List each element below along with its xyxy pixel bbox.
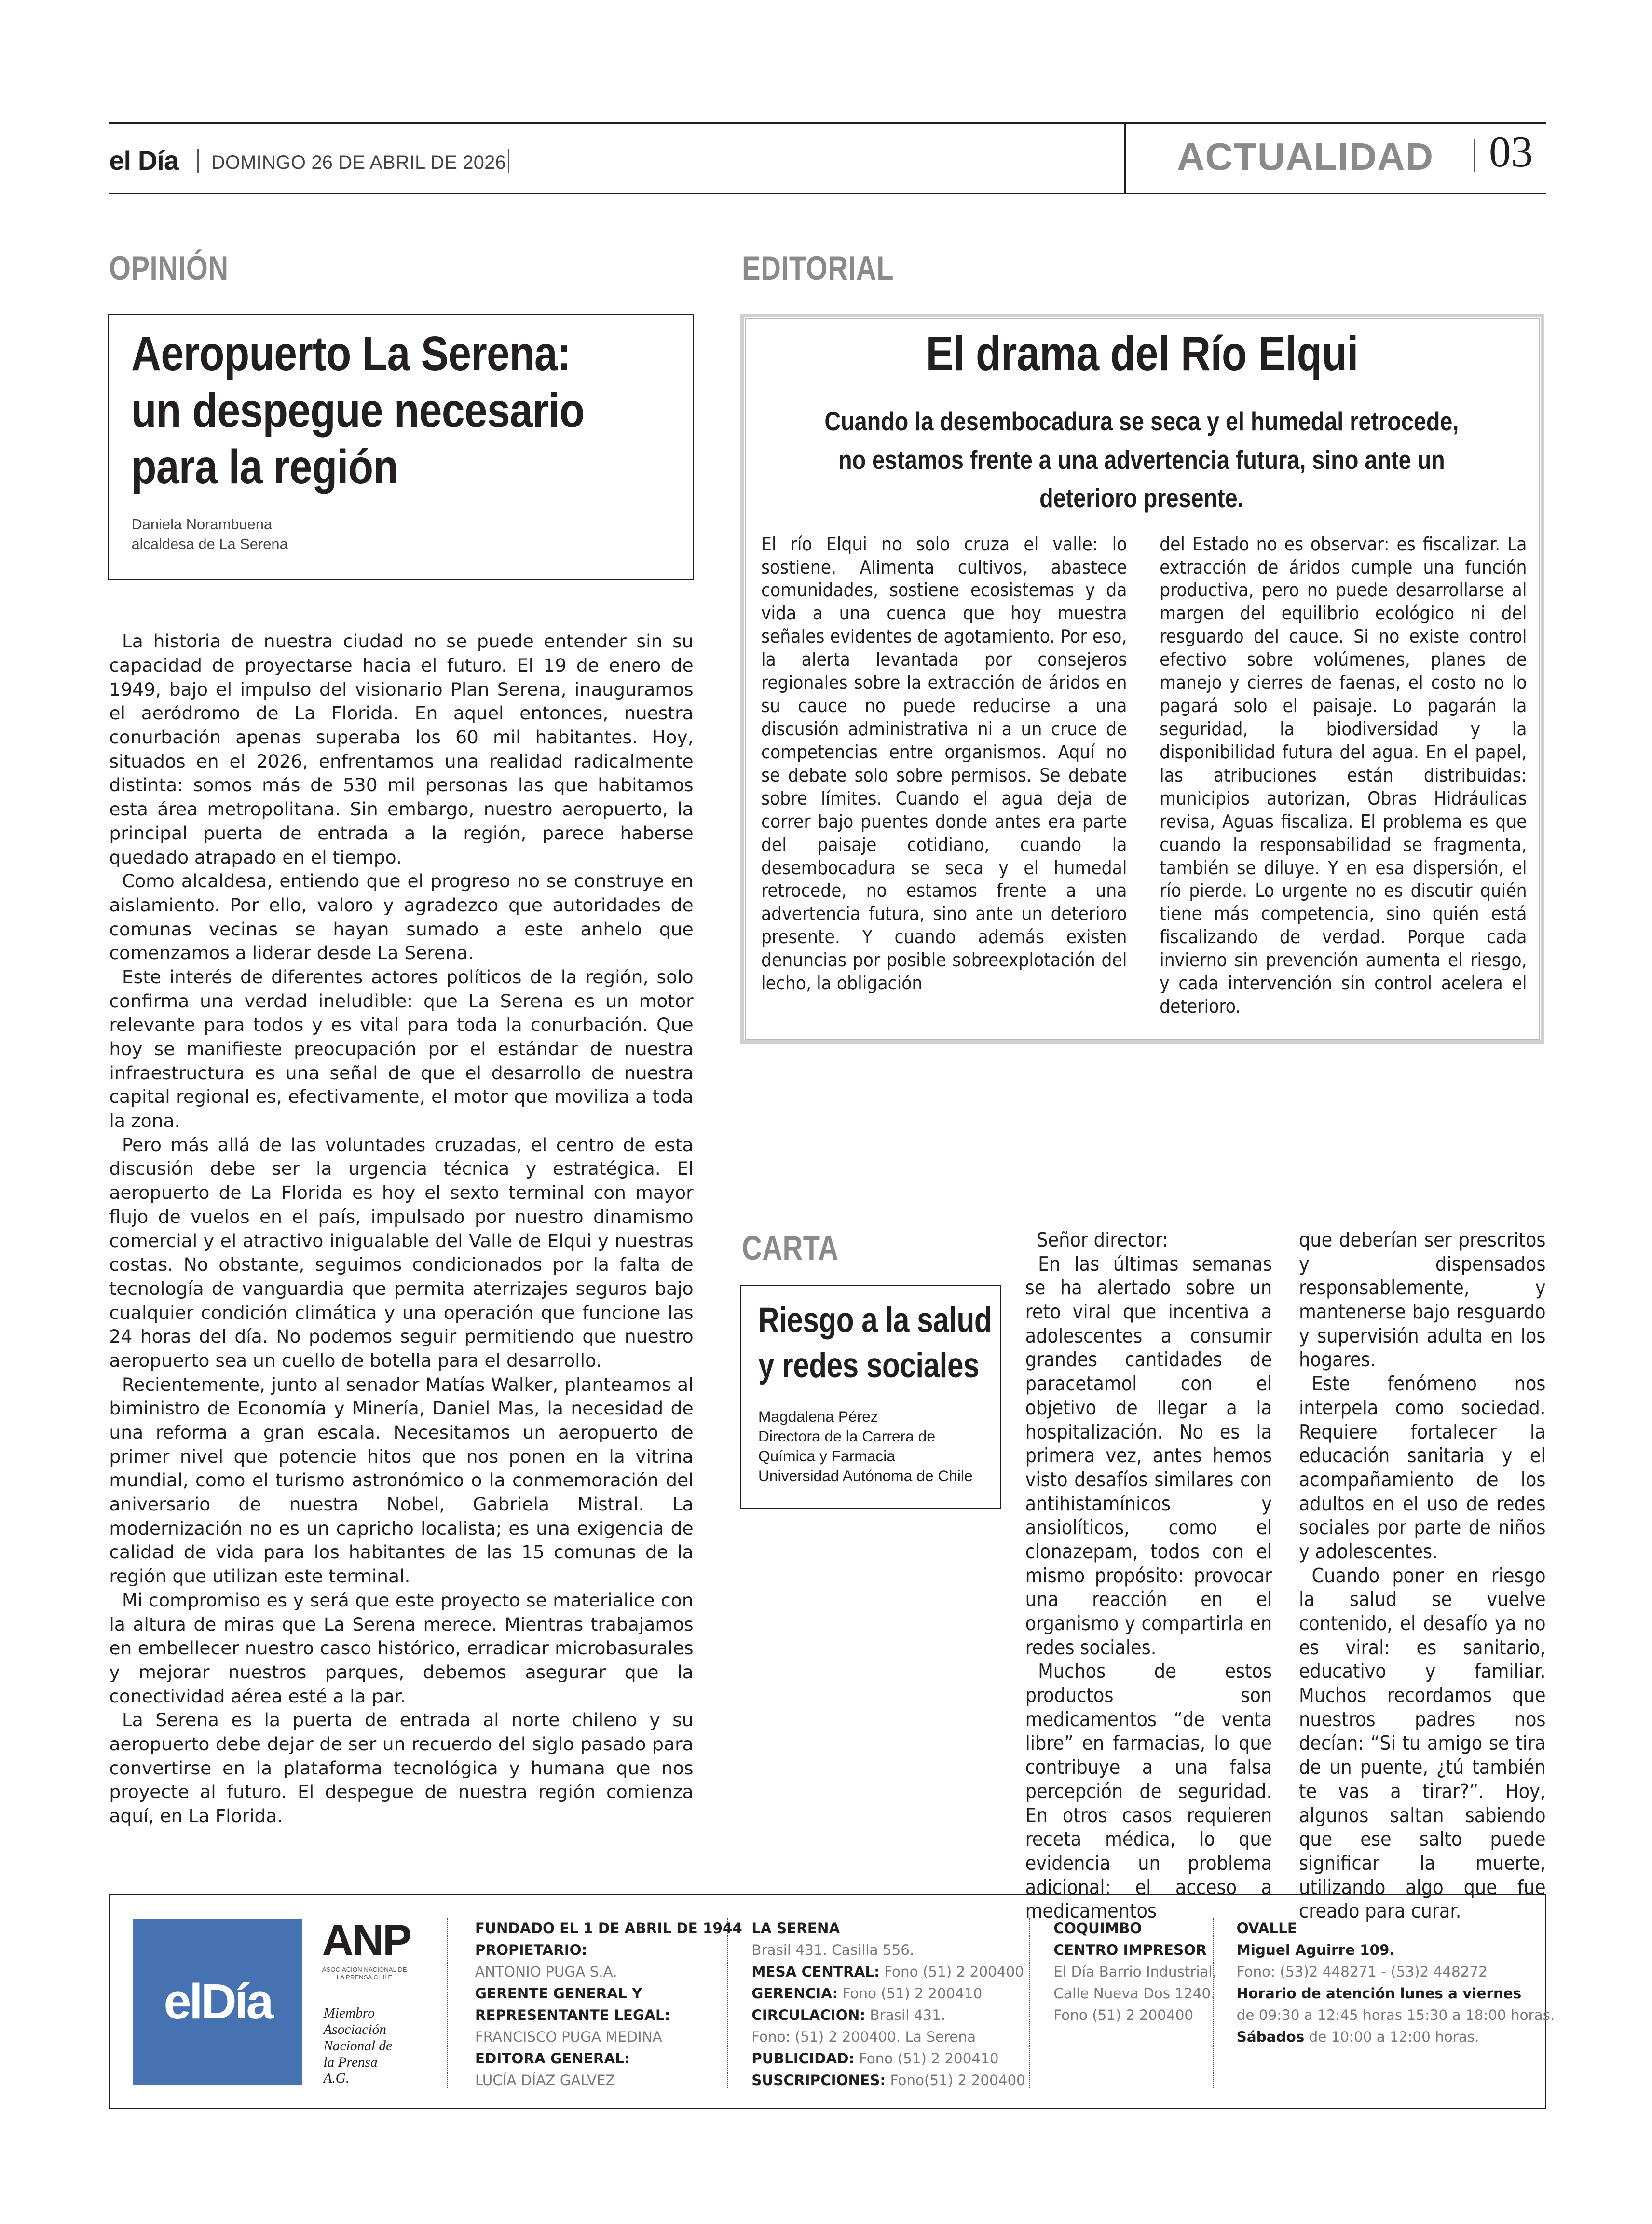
footer-col-ovalle — [1237, 1918, 1555, 2048]
editor: LUCÍA DÍAZ GALVEZ — [475, 2072, 615, 2088]
opinion-paragraph: La Serena es la puerta de entrada al norte chileno y su aeropuerto debe dejar de ser un recuerdo del siglo pasado para convertirse en la plataforma tecnológica y humana que nos proyecte al futuro. El despegue de nuestra región comienza aquí, en La Florida. — [109, 1709, 694, 1827]
opinion-paragraph: Como alcaldesa, entiendo que el progreso no se construye en aislamiento. Por ello, valoro y agradezco que autoridades de comunas vecinas se hayan sumado a este anhelo que comenzamos a liderar desde La Serena. — [109, 870, 694, 964]
issue-date: DOMINGO 26 DE ABRIL DE 2026 — [211, 151, 506, 173]
masthead-logo: el Día — [109, 145, 179, 176]
carta-greeting: Señor director: — [1037, 1228, 1168, 1252]
editorial-box — [740, 314, 1544, 1044]
address-line: Fono (51) 2 200400 — [1053, 2006, 1194, 2023]
opinion-body — [109, 630, 693, 1828]
founded: FUNDADO EL 1 DE ABRIL DE 1944 — [475, 1920, 742, 1936]
anp-logo-caption: ASOCIACIÓN NACIONAL DE LA PRENSA CHILE — [322, 1965, 407, 1981]
gerencia: GERENCIA: Fono (51) 2 200410 — [751, 1985, 983, 2002]
centro-impresor: CENTRO IMPRESOR — [1053, 1941, 1207, 1958]
address: Brasil 431. Casilla 556. — [751, 1941, 915, 1958]
footer-logo-text: elDía — [164, 1973, 272, 2029]
manager: FRANCISCO PUGA MEDINA — [475, 2028, 662, 2045]
circulacion: CIRCULACION: Brasil 431. — [751, 2006, 946, 2023]
carta-column — [1299, 1228, 1546, 1923]
owner-label: PROPIETARIO: — [475, 1941, 587, 1958]
footer-col-coquimbo — [1053, 1918, 1217, 2026]
page-number: 03 — [1489, 127, 1533, 176]
opinion-author: Daniela Norambuena — [131, 516, 273, 533]
circulacion-fono: Fono: (51) 2 200400. La Serena — [751, 2028, 976, 2045]
carta-title-line: y redes sociales — [758, 1345, 979, 1386]
opinion-paragraph: Este interés de diferentes actores políticos de la región, solo confirma una verdad ineludible: que La Serena es un motor relevante para todos y es vital para toda la conurbación. Que hoy se manifieste preocupación por el estándar de nuestra infraestructura es una señal de que el desarrollo de nuestra capital regional es, efectivamente, el motor que moviliza a toda la zona. — [109, 966, 694, 1132]
carta-section-label: CARTA — [741, 1229, 839, 1267]
opinion-title-line: Aeropuerto La Serena: — [131, 327, 571, 381]
anp-member — [323, 2005, 392, 2087]
sabados: Sábados de 10:00 a 12:00 horas. — [1236, 2028, 1479, 2045]
address-line: El Día Barrio Industrial, — [1053, 1963, 1217, 1980]
anp-member-line: la Prensa — [323, 2054, 378, 2070]
opinion-paragraph: Pero más allá de las voluntades cruzadas, el centro de esta discusión debe ser la urgencia técnica y estratégica. El aeropuerto de La Florida es hoy el sexto terminal con mayor flujo de vuelos en el país, impulsado por nuestro dinamismo comercial y el atractivo inigualable del Valle de Elqui y nuestras costas. No obstante, seguimos condicionados por la falta de tecnología de vanguardia que permita aterrizajes seguros bajo cualquier condición climática y una operación que funcione las 24 horas del día. No podemos seguir permitiendo que nuestro aeropuerto sea un cuello de botella para el desarrollo. — [109, 1134, 694, 1371]
carta-author-role: Universidad Autónoma de Chile — [758, 1467, 973, 1484]
horario-label: Horario de atención lunes a viernes — [1236, 1985, 1522, 2002]
opinion-title — [131, 326, 584, 496]
opinion-title-line: para la región — [131, 440, 398, 494]
owner: ANTONIO PUGA S.A. — [475, 1963, 617, 1980]
carta-paragraph: En las últimas semanas se ha alertado sobre un reto viral que incentiva a adolescentes a consumir grandes cantidades de paracetamol con el objetivo de llegar a la hospitalización. No es la primera vez, antes hemos visto desafíos similares con antihistamínicos y ansiolíticos, como el clonazepam, todos con el mismo propósito: provocar una reacción en el organismo y compartirla en redes sociales. — [1025, 1252, 1272, 1659]
opinion-paragraph: Mi compromiso es y será que este proyecto se materialice con la altura de miras que La Serena merece. Mientras trabajamos en embellecer nuestro casco histórico, erradicar microbasurales y mejorar nuestros parques, debemos asegurar que la conectividad aérea esté a la par. — [109, 1589, 694, 1707]
carta-author-role: Química y Farmacia — [758, 1447, 895, 1465]
editorial-lead: Cuando la desembocadura se seca y el humedal retrocede, no estamos frente a una advertencia futura, sino ante un deterioro presente. — [824, 407, 1459, 513]
footer-logo — [133, 1919, 302, 2085]
manager-label: REPRESENTANTE LEGAL: — [475, 2006, 670, 2023]
footer-col-laserena — [751, 1918, 1025, 2091]
editorial-section-label: EDITORIAL — [741, 248, 894, 287]
opinion-paragraph: Recientemente, junto al senador Matías Walker, planteamos al biministro de Economía y Minería, Daniel Mas, la necesidad de una reforma a gran escala. Necesitamos un aeropuerto de primer nivel que potencie hitos que nos ponen en la vitrina mundial, como el turismo astronómico o la conmemoración del aniversario de nuestra Nobel, Gabriela Mistral. La modernización no es un capricho localista; es una exigencia de calidad de vida para los habitantes de las 15 comunas de la región que utilizan este terminal. — [109, 1373, 694, 1587]
carta-paragraph: Este fenómeno nos interpela como sociedad. Requiere fortalecer la educación sanitaria y el acompañamiento de los adultos en el uso de redes sociales por parte de niños y adolescentes. — [1299, 1372, 1546, 1563]
mesa-central: MESA CENTRAL: Fono (51) 2 200400 — [751, 1963, 1024, 1980]
carta-column — [1025, 1228, 1272, 1923]
carta-title-line: Riesgo a la salud — [758, 1300, 992, 1340]
address: Miguel Aguirre 109. — [1236, 1941, 1395, 1958]
editorial-column: del Estado no es observar: es fiscalizar. La extracción de áridos cumple una función productiva, pero no puede desarrollarse al margen del equilibrio ecológico ni del resguardo del cauce. Si no existe control efectivo sobre volúmenes, planes de manejo y cierres de faenas, el costo no lo pagará solo el paisaje. Lo pagarán la seguridad, la biodiversidad y la disponibilidad futura del agua. En el papel, las atribuciones están distribuidas: municipios autorizan, Obras Hidráulicas revisa, Aguas fiscaliza. El problema es que cuando la responsabilidad se fragmenta, también se diluye. Y en esa dispersión, el río pierde. Lo urgente no es discutir quién tiene más competencia, sino quién está fiscalizando de verdad. Porque cada invierno sin prevención aumenta el riesgo, y cada intervención sin control acelera el deterioro. — [1160, 533, 1527, 1018]
section-title: ACTUALIDAD — [1177, 135, 1434, 178]
carta-paragraph: que deberían ser prescritos y dispensados responsablemente, y mantenerse bajo resguardo y supervisión adulta en los hogares. — [1299, 1228, 1546, 1372]
carta-author: Magdalena Pérez — [758, 1407, 878, 1425]
carta-paragraph: Cuando poner en riesgo la salud se vuelve contenido, el desafío ya no es viral: es sanitario, educativo y familiar. Muchos recordamos que nuestros padres nos decían: “Si tu amigo se tira de un puente, ¿tú también te vas a tirar?”. Hoy, algunos saltan sabiendo que ese salto puede significar la muerte, utilizando algo que fue creado para curar. — [1299, 1564, 1546, 1923]
city: LA SERENA — [751, 1920, 840, 1936]
anp-member-line: A.G. — [323, 2071, 350, 2087]
editorial-column: El río Elqui no solo cruza el valle: lo sostiene. Alimenta cultivos, abastece comunidades, sostiene ecosistemas y da vida a una cuenca que hoy muestra señales evidentes de agotamiento. Por eso, la alerta levantada por consejeros regionales sobre la extracción de áridos en su cauce no puede reducirse a una discusión administrativa ni a un cruce de competencias entre organismos. Aquí no se debate solo sobre permisos. Se debate sobre límites. Cuando el agua deja de correr bajo puentes donde antes era parte del paisaje cotidiano, cuando la desembocadura se seca y el humedal retrocede, no estamos frente a una advertencia futura, sino ante un deterioro presente. Y cuando además existen denuncias por posible sobreexplotación del lecho, la obligación — [761, 533, 1127, 995]
publicidad: PUBLICIDAD: Fono (51) 2 200410 — [751, 2050, 999, 2067]
manager-label: GERENTE GENERAL Y — [475, 1985, 642, 2002]
footer-col-staff — [475, 1918, 742, 2091]
anp-member-line: Miembro — [323, 2005, 375, 2021]
horario: de 09:30 a 12:45 horas 15:30 a 18:00 horas. — [1236, 2006, 1555, 2023]
opinion-author-role: alcaldesa de La Serena — [131, 535, 288, 553]
anp-logo-mark: ANP — [322, 1915, 410, 1965]
city: OVALLE — [1236, 1920, 1297, 1936]
anp-member-line: Asociación — [323, 2021, 386, 2037]
carta-author-role: Directora de la Carrera de — [758, 1427, 935, 1445]
opinion-title-line: un despegue necesario — [131, 384, 585, 438]
opinion-title-box — [108, 314, 693, 580]
address-line: Calle Nueva Dos 1240. — [1053, 1985, 1215, 2002]
opinion-paragraph: La historia de nuestra ciudad no se puede entender sin su capacidad de proyectarse hacia el futuro. El 19 de enero de 1949, bajo el impulso del visionario Plan Serena, inauguramos el aeródromo de La Florida. En aquel entonces, nuestra conurbación apenas superaba los 60 mil habitantes. Hoy, situados en el 2026, enfrentamos una realidad radicalmente distinta: somos más de 530 mil personas las que habitamos esta área metropolitana. Sin embargo, nuestro aeropuerto, la principal puerta de entrada a la región, parece haberse quedado atrapado en el tiempo. — [109, 631, 694, 868]
anp-logo — [322, 1915, 421, 1981]
carta-title — [758, 1297, 992, 1388]
carta-paragraph: Muchos de estos productos son medicamentos “de venta libre” en farmacias, lo que contribuye a una falsa percepción de seguridad. En otros casos requieren receta médica, lo que evidencia un problema adicional: el acceso a medicamentos — [1025, 1660, 1272, 1923]
editorial-title: El drama del Río Elqui — [926, 327, 1358, 381]
editor-label: EDITORA GENERAL: — [475, 2050, 630, 2067]
fono: Fono: (53)2 448271 - (53)2 448272 — [1236, 1963, 1488, 1980]
suscripciones: SUSCRIPCIONES: Fono(51) 2 200400 — [751, 2072, 1025, 2088]
anp-member-line: Nacional de — [323, 2038, 393, 2054]
opinion-section-label: OPINIÓN — [109, 248, 229, 287]
city: COQUIMBO — [1053, 1920, 1142, 1936]
carta-title-box — [740, 1285, 1001, 1510]
